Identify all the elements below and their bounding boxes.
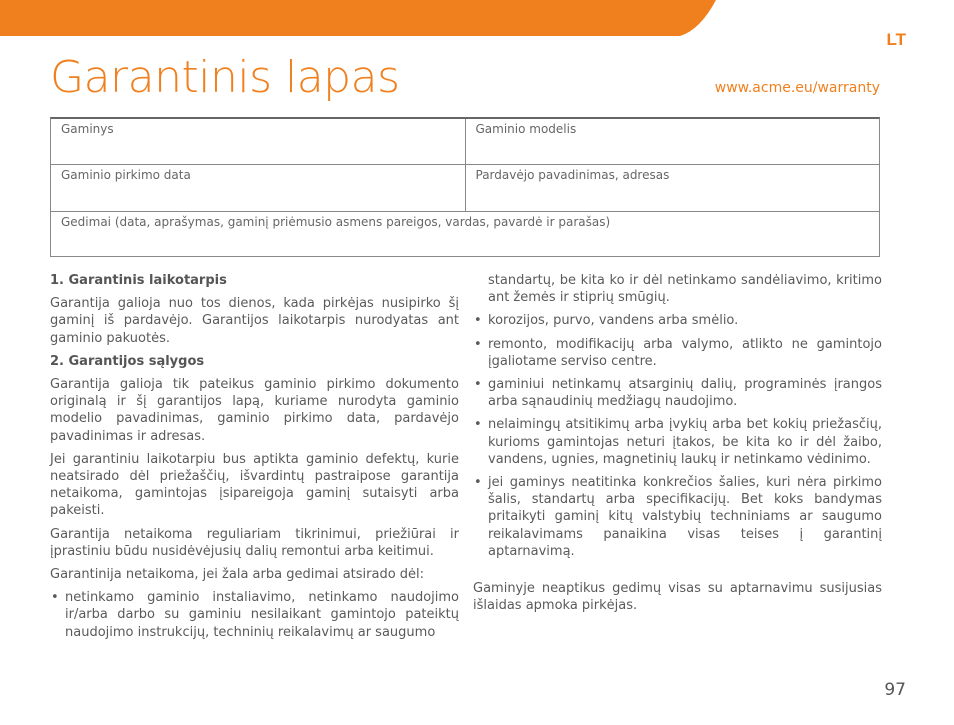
defects-field[interactable]: Gedimai (data, aprašymas, gaminį priėmusio asmens pareigos, vardas, pavardė ir parašas) [61,215,611,229]
paragraph: Garantinija netaikoma, jei žala arba gedimai atsirado dėl: [50,567,425,583]
list-item: • remonto, modifikacijų arba valymo, atlikto ne gamintojo įgaliotame serviso centre. [473,336,882,370]
page-number: 97 [884,680,906,700]
exclusions-list-continued [473,272,882,560]
language-code: LT [886,30,906,49]
paragraph: Garantija galioja nuo tos dienos, kada pirkėjas nusipirko šį gaminį iš pardavėjo. Garantijos laikotarpis nurodyatas ant gaminio pakuotės. [50,296,459,346]
warranty-url-link[interactable]: www.acme.eu/warranty [714,80,880,96]
list-item: • korozijos, purvo, vandens arba smėlio. [473,312,882,329]
list-item: standartų, be kita ko ir dėl netinkamo sandėliavimo, kritimo ant žemės ir stiprių smūgių. [488,273,882,306]
paragraph: Jei garantiniu laikotarpiu bus aptikta gaminio defektų, kurie neatsirado dėl priežaščių, išvardintų pastraipose garantija netaikoma, gamintojas įsipareigoja gaminį sutaisyti arba pakeisti. [50,451,459,519]
list-item: • nelaimingų atsitikimų arba įvykių arba bet kokių priežasčių, kurioms gamintojas neturi įtakos, be kita ko ir dėl žaibo, vandens, ugnies, magnetinių laukų ir netinkamo vėdinimo. [473,416,882,468]
section-heading: 1. Garantinis laikotarpis [50,273,227,288]
right-column [473,272,882,620]
closing-paragraph: Gaminyje neaptikus gedimų visas su aptarnavimu susijusias išlaidas apmoka pirkėjas. [473,581,882,614]
form-row [51,119,879,165]
page-title: Garantinis lapas [50,52,400,103]
paragraph: Garantija netaikoma reguliariam tikrinimui, priežiūrai ir įprastiniu būdu nusidėvėjusių dalių remontui arba keitimui. [50,526,459,559]
seller-field[interactable]: Pardavėjo pavadinimas, adresas [465,165,880,211]
warranty-form [50,117,880,257]
section-heading: 2. Garantijos sąlygos [50,353,205,369]
form-row [51,165,879,212]
list-item: • netinkamo gaminio instaliavimo, netinkamo naudojimo ir/arba darbo su gaminiu nesilaikant gamintojo pateiktų naudojimo instrukcijų, techninių reikalavimų ar saugumo [50,589,459,641]
form-row [51,212,879,257]
model-field[interactable]: Gaminio modelis [465,119,880,164]
list-item: • gaminiui netinkamų atsarginių dalių, programinės įrangos arba sąnaudinių medžiagų naudojimo. [473,376,882,410]
left-column [50,272,459,647]
product-field[interactable]: Gaminys [61,122,114,136]
orange-header-band [0,0,954,36]
exclusions-list [50,589,459,641]
purchase-date-field[interactable]: Gaminio pirkimo data [61,168,191,182]
paragraph: Garantija galioja tik pateikus gaminio pirkimo dokumento originalą ir šį garantijos lapą, kuriame nurodyta gaminio modelio pavadinimas, gaminio pirkimo data, pardavėjo pavadinimas ir adresas. [50,377,459,444]
list-item: • jei gaminys neatitinka konkrečios šalies, kuri nėra pirkimo šalis, standartų arba specifikacijų. Bet koks bandymas pritaikyti gaminį kitų valstybių techniniams ar saugumo reikalavimams panaikina visas teises į garantinį aptarnavimą. [473,474,882,560]
